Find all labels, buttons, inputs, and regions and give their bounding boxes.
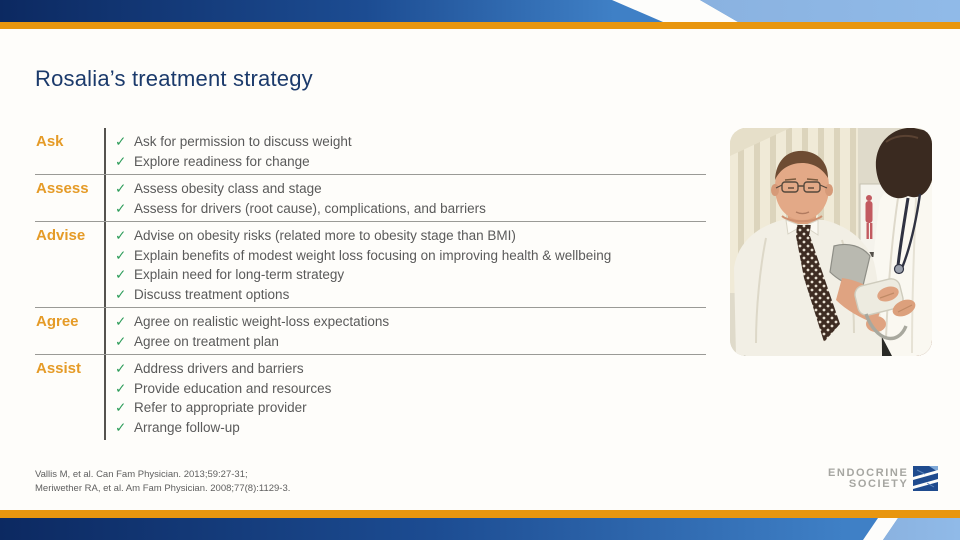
checklist-item bbox=[115, 199, 706, 219]
patient-photo bbox=[730, 128, 932, 356]
check-icon: ✓ bbox=[115, 247, 127, 263]
top-orange-bar bbox=[0, 22, 960, 29]
check-icon: ✓ bbox=[115, 134, 127, 149]
checklist-item-text: Explain need for long-term strategy bbox=[134, 267, 345, 282]
page-title: Rosalia’s treatment strategy bbox=[35, 66, 313, 91]
top-banner-svg bbox=[0, 0, 960, 22]
citations bbox=[35, 468, 290, 495]
checklist-item bbox=[115, 179, 706, 199]
checklist-item bbox=[115, 226, 706, 246]
checklist-item-text: Explore readiness for change bbox=[134, 153, 310, 169]
check-icon: ✓ bbox=[115, 267, 127, 282]
row-label: Ask bbox=[36, 133, 64, 150]
strategy-table bbox=[35, 128, 706, 440]
checklist-item-text: Assess for drivers (root cause), complications, and barriers bbox=[134, 200, 486, 216]
checklist-item-text: Discuss treatment options bbox=[134, 286, 290, 302]
citation-line-1: Vallis M, et al. Can Fam Physician. 2013;59:27-31; bbox=[35, 469, 248, 480]
checklist-item bbox=[115, 359, 706, 379]
checklist-item-text: Assess obesity class and stage bbox=[134, 181, 322, 196]
row-label: Assess bbox=[36, 180, 89, 197]
bottom-banner-svg bbox=[0, 518, 960, 540]
check-icon: ✓ bbox=[115, 286, 127, 302]
top-banner-graphic bbox=[0, 0, 960, 22]
row-items bbox=[104, 128, 706, 174]
check-icon: ✓ bbox=[115, 419, 127, 435]
checklist-item bbox=[115, 152, 706, 172]
checklist-item-text: Address drivers and barriers bbox=[134, 361, 304, 376]
checklist-item bbox=[115, 332, 706, 352]
checklist-item bbox=[115, 265, 706, 285]
logo-wordmark bbox=[828, 468, 908, 490]
checklist-item-text: Agree on realistic weight-loss expectations bbox=[134, 314, 390, 329]
checklist-item-text: Advise on obesity risks (related more to obesity stage than BMI) bbox=[134, 228, 516, 243]
check-icon: ✓ bbox=[115, 380, 127, 396]
logo-mark-icon bbox=[913, 466, 938, 491]
row-label: Advise bbox=[36, 227, 86, 244]
row-items bbox=[104, 222, 706, 307]
checklist-item bbox=[115, 285, 706, 305]
row-items bbox=[104, 355, 706, 440]
table-row bbox=[35, 355, 706, 440]
checklist-item bbox=[115, 246, 706, 266]
photo-illustration bbox=[730, 128, 932, 356]
check-icon: ✓ bbox=[115, 200, 127, 216]
row-label: Agree bbox=[36, 313, 79, 330]
table-row bbox=[35, 128, 706, 175]
row-items bbox=[104, 175, 706, 221]
endocrine-society-logo bbox=[828, 466, 938, 491]
checklist-item-text: Refer to appropriate provider bbox=[134, 400, 307, 415]
checklist-item-text: Ask for permission to discuss weight bbox=[134, 134, 352, 149]
checklist-item bbox=[115, 379, 706, 399]
table-row bbox=[35, 222, 706, 308]
logo-line-1: ENDOCRINE bbox=[828, 466, 909, 479]
check-icon: ✓ bbox=[115, 314, 127, 329]
bottom-banner-graphic bbox=[0, 518, 960, 540]
citation-line-2: Meriwether RA, et al. Am Fam Physician. 2008;77(8):1129-3. bbox=[35, 482, 291, 494]
check-icon: ✓ bbox=[115, 333, 127, 349]
check-icon: ✓ bbox=[115, 153, 127, 169]
check-icon: ✓ bbox=[115, 181, 127, 196]
checklist-item-text: Explain benefits of modest weight loss focusing on improving health & wellbeing bbox=[134, 247, 612, 263]
checklist-item bbox=[115, 312, 706, 332]
logo-line-2: SOCIETY bbox=[848, 477, 909, 490]
table-row bbox=[35, 175, 706, 222]
checklist-item bbox=[115, 398, 706, 418]
row-items bbox=[104, 308, 706, 354]
table-row bbox=[35, 308, 706, 355]
check-icon: ✓ bbox=[115, 228, 127, 243]
checklist-item bbox=[115, 132, 706, 152]
row-label: Assist bbox=[36, 360, 82, 377]
check-icon: ✓ bbox=[115, 361, 127, 376]
check-icon: ✓ bbox=[115, 400, 127, 415]
bottom-orange-bar bbox=[0, 510, 960, 518]
checklist-item-text: Arrange follow-up bbox=[134, 419, 240, 435]
checklist-item-text: Provide education and resources bbox=[134, 380, 332, 396]
checklist-item bbox=[115, 418, 706, 438]
checklist-item-text: Agree on treatment plan bbox=[134, 333, 279, 349]
